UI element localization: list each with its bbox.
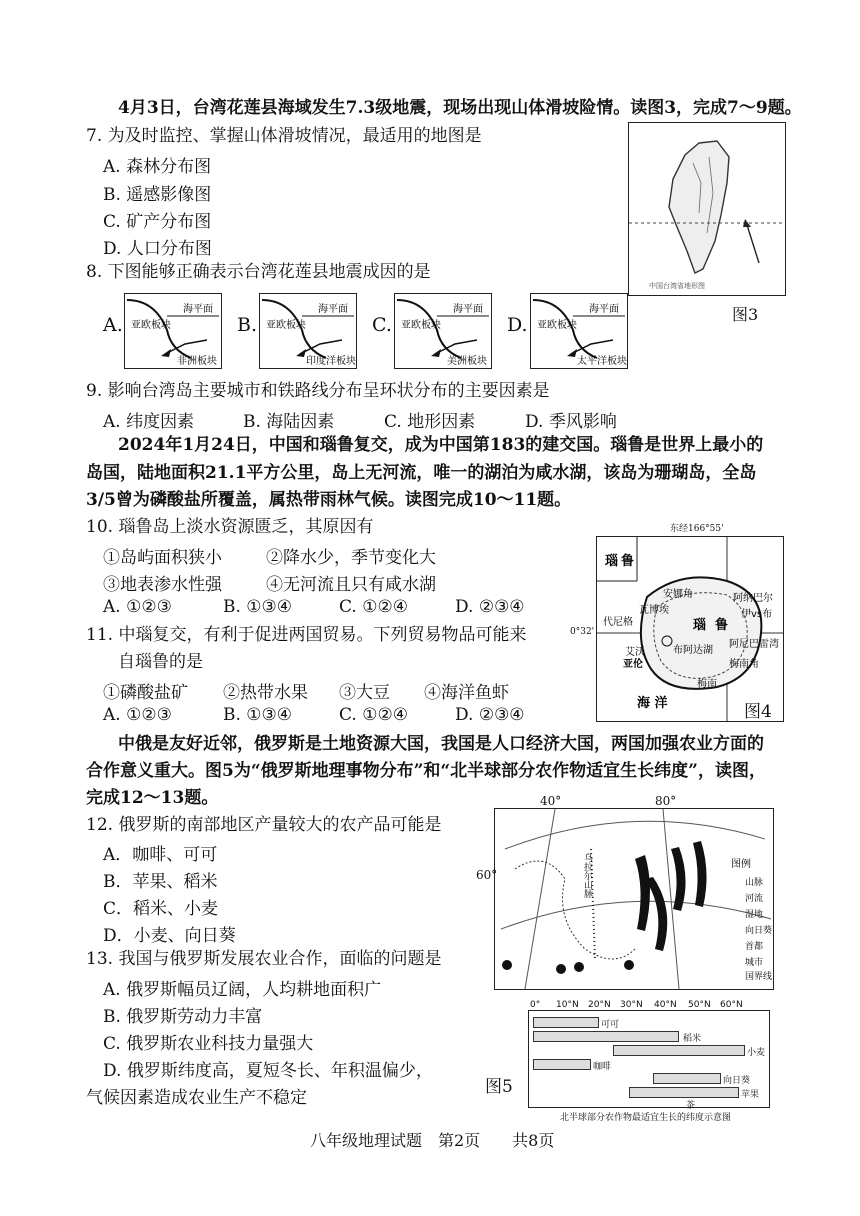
intro-q10-11-line3: 3/5曾为磷酸盐所覆盖，属热带雨林气候。读图完成10～11题。 bbox=[86, 490, 572, 510]
fig4-center-1: 瑙 bbox=[693, 618, 707, 633]
fig4-sea: 海 洋 bbox=[637, 696, 668, 711]
q13-option-d-tail: 气候因素造成农业生产不稳定 bbox=[86, 1088, 307, 1108]
q8-diagram-a[interactable] bbox=[124, 293, 222, 369]
nauru-island-sketch bbox=[597, 537, 783, 721]
legend-capital: 首都 bbox=[745, 942, 764, 952]
crop-label-rice: 稻米 bbox=[683, 1034, 702, 1044]
page-footer: 八年级地理试题 第2页 共8页 bbox=[310, 1131, 555, 1150]
figure-4-nauru-map bbox=[596, 536, 784, 722]
intro-q12-13-line1: 中俄是友好近邻，俄罗斯是土地资源大国，我国是人口经济大国，两国加强农业方面的 bbox=[118, 734, 764, 754]
intro-q10-11-line1: 2024年1月24日，中国和瑙鲁复交，成为中国第183的建交国。瑙鲁是世界上最小的 bbox=[118, 435, 764, 455]
legend-sunflower: 向日葵 bbox=[745, 926, 773, 936]
sea-level-label: 海平面 bbox=[183, 304, 213, 315]
q13-option-d[interactable]: D. 俄罗斯纬度高，夏短冬长、年积温偏少， bbox=[103, 1061, 433, 1081]
q13-option-a[interactable]: A. 俄罗斯幅员辽阔，人均耕地面积广 bbox=[103, 980, 382, 1000]
crop-label-cocoa: 可可 bbox=[601, 1020, 620, 1030]
crop-bar-rice bbox=[533, 1031, 679, 1042]
q11-item-3: ③大豆 bbox=[339, 683, 390, 703]
eurasian-plate-label: 亚欧板块 bbox=[401, 320, 441, 331]
place-yaren: 亚伦 bbox=[623, 659, 643, 670]
plate-boundary-sketch-c bbox=[395, 294, 491, 368]
place-waboe: 瓦博埃 bbox=[639, 605, 669, 616]
crop-bar-coffee bbox=[533, 1059, 591, 1070]
q8-diagram-b[interactable] bbox=[259, 293, 357, 369]
q11-option-b[interactable]: B. ①③④ bbox=[223, 705, 293, 725]
crop-bar-wheat bbox=[613, 1045, 745, 1056]
crop-label-sunflower: 向日葵 bbox=[723, 1076, 751, 1086]
q10-item-3: ③地表渗水性强 bbox=[103, 575, 222, 595]
axis-10: 10°N bbox=[556, 1000, 579, 1010]
fig5-lon80: 80° bbox=[655, 794, 677, 808]
sea-level-label: 海平面 bbox=[589, 304, 619, 315]
q10-stem: 10. 瑙鲁岛上淡水资源匮乏，其原因有 bbox=[86, 517, 374, 537]
fig5-legend-title: 图例 bbox=[731, 859, 751, 870]
russia-map-sketch bbox=[495, 809, 773, 989]
crop-label-tea: 茶 bbox=[686, 1101, 696, 1111]
q7-option-a[interactable]: A. 森林分布图 bbox=[103, 157, 212, 177]
legend-border: 国界线 bbox=[745, 972, 773, 982]
place-aiwo: 艾沃 bbox=[625, 647, 645, 658]
legend-city: 城市 bbox=[745, 958, 764, 968]
q13-stem: 13. 我国与俄罗斯发展农业合作，面临的问题是 bbox=[86, 949, 442, 969]
q8-letter-b[interactable]: B. bbox=[237, 314, 258, 336]
q8-letter-c[interactable]: C. bbox=[372, 314, 392, 336]
q7-stem: 7. 为及时监控、掌握山体滑坡情况，最适用的地图是 bbox=[86, 126, 482, 146]
q11-item-1: ①磷酸盐矿 bbox=[103, 683, 188, 703]
place-anibare: 阿尼巴雷湾 bbox=[729, 639, 779, 650]
place-denigomodu: 代尼格 bbox=[603, 617, 633, 628]
q7-option-b[interactable]: B. 遥感影像图 bbox=[103, 185, 212, 205]
q11-item-2: ②热带水果 bbox=[223, 683, 308, 703]
axis-20: 20°N bbox=[588, 1000, 611, 1010]
fig5-lon40: 40° bbox=[540, 794, 562, 808]
q12-stem: 12. 俄罗斯的南部地区产量较大的农产品可能是 bbox=[86, 815, 442, 835]
fig3-note: 中国台湾省地形图 bbox=[649, 282, 705, 290]
axis-60: 60°N bbox=[720, 1000, 743, 1010]
q8-stem: 8. 下图能够正确表示台湾花莲县地震成因的是 bbox=[86, 262, 431, 282]
q10-option-b[interactable]: B. ①③④ bbox=[223, 597, 293, 617]
q11-stem-2: 自瑙鲁的是 bbox=[118, 652, 203, 672]
figure-4-caption: 图4 bbox=[744, 702, 772, 722]
q11-stem: 11. 中瑙复交，有利于促进两国贸易。下列贸易物品可能来 bbox=[86, 625, 527, 645]
crop-bar-apple bbox=[629, 1087, 739, 1098]
fig4-center-2: 鲁 bbox=[715, 618, 729, 633]
plate-boundary-sketch-d bbox=[531, 294, 627, 368]
q9-stem: 9. 影响台湾岛主要城市和铁路线分布呈环状分布的主要因素是 bbox=[86, 381, 550, 401]
place-anabar: 阿纳巴尔 bbox=[733, 593, 773, 604]
q9-option-b[interactable]: B. 海陆因素 bbox=[243, 412, 335, 432]
q10-option-d[interactable]: D. ②③④ bbox=[455, 597, 525, 617]
figure-5-caption: 图5 bbox=[485, 1077, 513, 1097]
eurasian-plate-label: 亚欧板块 bbox=[266, 320, 306, 331]
q11-option-d[interactable]: D. ②③④ bbox=[455, 705, 525, 725]
sea-level-label: 海平面 bbox=[318, 304, 348, 315]
q8-diagram-c[interactable] bbox=[394, 293, 492, 369]
figure-5-crop-latitude-chart bbox=[528, 1010, 770, 1108]
fig5-mountain-label: 乌拉尔山脉 bbox=[582, 853, 592, 898]
place-anna: 安娜角 bbox=[663, 589, 693, 600]
q10-item-1: ①岛屿面积狭小 bbox=[103, 548, 222, 568]
place-buada: 布阿达湖 bbox=[673, 645, 713, 656]
q9-option-a[interactable]: A. 纬度因素 bbox=[103, 412, 195, 432]
q10-item-2: ②降水少，季节变化大 bbox=[266, 548, 436, 568]
q10-option-c[interactable]: C. ①②④ bbox=[339, 597, 408, 617]
intro-q7-9: 4月3日，台湾花莲县海域发生7.3级地震，现场出现山体滑坡险情。读图3，完成7～9题。 bbox=[118, 98, 802, 118]
q13-option-c[interactable]: C. 俄罗斯农业科技力量强大 bbox=[103, 1034, 314, 1054]
intro-q12-13-line2: 合作意义重大。图5为“俄罗斯地理事物分布”和“北半球部分农作物适宜生长纬度”，读图， bbox=[86, 761, 766, 781]
legend-river: 河流 bbox=[745, 894, 764, 904]
figure-3-taiwan-map bbox=[628, 122, 786, 296]
fig4-title-2: 鲁 bbox=[621, 554, 635, 569]
crop-label-coffee: 咖啡 bbox=[593, 1062, 612, 1072]
place-meneng-point: 梅南角 bbox=[729, 659, 759, 670]
q13-option-b[interactable]: B. 俄罗斯劳动力丰富 bbox=[103, 1007, 263, 1027]
axis-0: 0° bbox=[530, 1000, 541, 1010]
eurasian-plate-label: 亚欧板块 bbox=[131, 320, 171, 331]
fig4-latitude: 0°32' bbox=[570, 627, 595, 637]
q11-option-c[interactable]: C. ①②④ bbox=[339, 705, 408, 725]
q9-option-d[interactable]: D. 季风影响 bbox=[525, 412, 617, 432]
q8-letter-d[interactable]: D. bbox=[507, 314, 528, 336]
plate-boundary-sketch-a bbox=[125, 294, 221, 368]
crop-label-apple: 苹果 bbox=[741, 1090, 760, 1100]
crop-bar-cocoa bbox=[533, 1017, 599, 1028]
q11-item-4: ④海洋鱼虾 bbox=[424, 683, 509, 703]
fig5-lat60: 60° bbox=[476, 868, 498, 882]
q7-option-c[interactable]: C. 矿产分布图 bbox=[103, 212, 212, 232]
plate-boundary-sketch-b bbox=[260, 294, 356, 368]
legend-mountain: 山脉 bbox=[745, 878, 764, 888]
right-plate-label-d: 太平洋板块 bbox=[577, 356, 627, 367]
eurasian-plate-label: 亚欧板块 bbox=[537, 320, 577, 331]
intro-q12-13-line3: 完成12～13题。 bbox=[86, 788, 219, 808]
q9-option-c[interactable]: C. 地形因素 bbox=[384, 412, 476, 432]
figure-5-russia-map bbox=[494, 808, 774, 990]
sea-level-label: 海平面 bbox=[453, 304, 483, 315]
place-ijuw: 伊vs布 bbox=[741, 609, 773, 620]
axis-50: 50°N bbox=[688, 1000, 711, 1010]
right-plate-label-a: 非洲板块 bbox=[177, 356, 217, 367]
q12-option-a[interactable]: A．咖啡、可可 bbox=[103, 845, 218, 865]
right-plate-label-c: 美洲板块 bbox=[447, 356, 487, 367]
figure-3-caption: 图3 bbox=[732, 305, 759, 324]
legend-wetland: 湿地 bbox=[745, 910, 764, 920]
q7-option-d[interactable]: D. 人口分布图 bbox=[103, 239, 212, 259]
fig5-chart-title: 北半球部分农作物最适宜生长的纬度示意图 bbox=[560, 1113, 732, 1123]
q8-diagram-d[interactable] bbox=[530, 293, 628, 369]
q10-option-a[interactable]: A. ①②③ bbox=[103, 597, 172, 617]
q12-option-d[interactable]: D．小麦、向日葵 bbox=[103, 926, 236, 946]
fig4-title-1: 瑙 bbox=[605, 554, 619, 569]
q12-option-c[interactable]: C．稻米、小麦 bbox=[103, 899, 219, 919]
fig4-longitude: 东经166°55' bbox=[670, 524, 724, 534]
taiwan-island-sketch bbox=[629, 123, 785, 295]
axis-30: 30°N bbox=[620, 1000, 643, 1010]
crop-label-wheat: 小麦 bbox=[747, 1048, 766, 1058]
q10-item-4: ④无河流且只有咸水湖 bbox=[266, 575, 436, 595]
q12-option-b[interactable]: B．苹果、稻米 bbox=[103, 872, 218, 892]
q11-option-a[interactable]: A. ①②③ bbox=[103, 705, 172, 725]
intro-q10-11-line2: 岛国，陆地面积21.1平方公里，岛上无河流，唯一的湖泊为咸水湖，该岛为珊瑚岛，全岛 bbox=[86, 463, 757, 483]
place-meneng: 梅南 bbox=[697, 679, 717, 690]
right-plate-label-b: 印度洋板块 bbox=[306, 356, 356, 367]
axis-40: 40°N bbox=[654, 1000, 677, 1010]
crop-bar-sunflower bbox=[653, 1073, 721, 1084]
q8-letter-a[interactable]: A. bbox=[103, 314, 123, 336]
